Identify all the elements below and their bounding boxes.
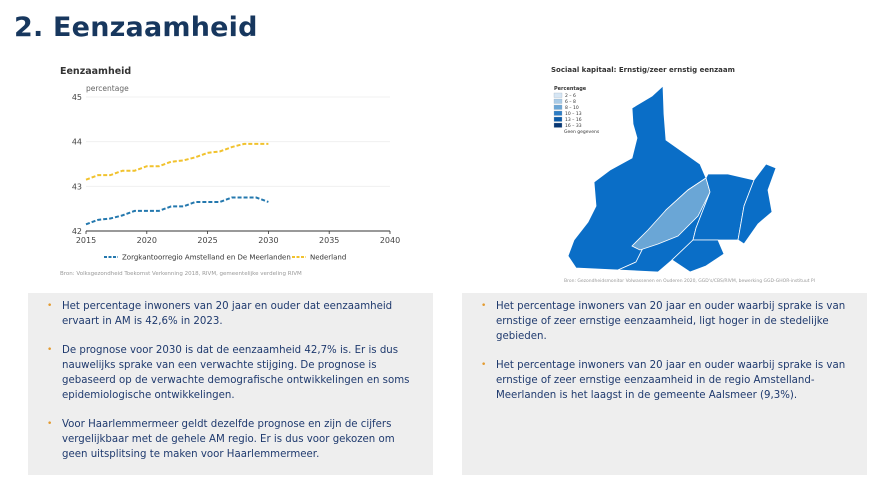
map-legend-swatch (554, 117, 562, 122)
right-bullet-item (481, 299, 849, 344)
y-tick-label: 43 (71, 182, 82, 192)
map-legend-swatch (554, 105, 562, 110)
map-legend-label: 13 – 16 (565, 118, 582, 123)
right-bullet-text: Het percentage inwoners van 20 jaar en ouder waarbij sprake is van ernstige of zeer ernstige eenzaamheid in de regio Amstelland-Meerlanden is het laagst in de gemeente Aalsmeer (9,3%). (496, 360, 846, 401)
page-title: 2. Eenzaamheid (14, 12, 258, 43)
line-chart (52, 60, 412, 285)
region-map-svg (548, 60, 815, 288)
x-tick-label: 2020 (136, 236, 157, 245)
map-legend (554, 93, 600, 135)
legend-label: Zorgkantoorregio Amstelland en De Meerlanden (122, 253, 291, 262)
left-bullet-text: Het percentage inwoners van 20 jaar en ouder dat eenzaamheid ervaart in AM is 42,6% in 2023. (62, 301, 393, 327)
right-bullet-item (481, 358, 849, 403)
y-tick-label: 44 (71, 137, 82, 147)
left-bullet-list (47, 299, 415, 462)
left-bullet-item (47, 417, 415, 462)
y-axis-unit-label: percentage (86, 84, 129, 93)
legend-label: Nederland (310, 253, 347, 262)
left-bullet-text: De prognose voor 2030 is dat de eenzaamheid 42,7% is. Er is dus nauwelijks sprake van een verwachte stijging. De prognose is gebaseerd op de verwachte demografische ontwikkelingen en soms epidemiologische ontwikkelingen. (62, 345, 410, 401)
map-legend-swatch (554, 111, 562, 116)
bullet-dot-icon: • (47, 301, 53, 311)
x-tick-label: 2035 (319, 236, 340, 245)
chart-series (86, 144, 268, 224)
map-legend-swatch (554, 123, 562, 128)
map-legend-label: Geen gegevens (564, 130, 600, 135)
right-bullet-text: Het percentage inwoners van 20 jaar en ouder waarbij sprake is van ernstige of zeer ernstige eenzaamheid, ligt hoger in de stedelijke gebieden. (496, 301, 846, 342)
y-tick-label: 42 (71, 227, 82, 236)
chart-legend (104, 254, 346, 262)
line-chart-source: Bron: Volksgezondheid Toekomst Verkenning 2018, RIVM, gemeentelijke verdeling RIVM (60, 271, 302, 277)
region-map (548, 60, 815, 288)
series-line-1 (86, 144, 268, 180)
line-chart-title: Eenzaamheid (60, 66, 132, 77)
right-bullet-list (481, 299, 849, 403)
left-text-box (28, 293, 433, 475)
map-legend-label: 8 – 10 (565, 106, 579, 111)
y-tick-label: 45 (71, 93, 82, 102)
x-tick-label: 2015 (75, 236, 97, 245)
chart-axis (72, 93, 400, 245)
x-tick-label: 2040 (379, 236, 401, 245)
bullet-dot-icon: • (47, 419, 53, 429)
left-bullet-item (47, 299, 415, 329)
series-line-0 (86, 198, 268, 225)
map-legend-label: 16 – 33 (565, 124, 582, 129)
x-tick-label: 2025 (197, 236, 218, 245)
x-tick-label: 2030 (258, 236, 279, 245)
bullet-dot-icon: • (481, 360, 487, 370)
map-legend-swatch (554, 93, 562, 98)
map-legend-label: 6 – 8 (565, 100, 576, 105)
bullet-dot-icon: • (47, 345, 53, 355)
map-legend-label: 10 – 13 (565, 112, 582, 117)
map-title: Sociaal kapitaal: Ernstig/zeer ernstig eenzaam (551, 66, 735, 74)
right-text-box (462, 293, 867, 475)
left-bullet-item (47, 343, 415, 403)
line-chart-svg (52, 60, 412, 285)
map-legend-title: Percentage (554, 86, 587, 92)
chart-gridlines (86, 97, 390, 186)
left-bullet-text: Voor Haarlemmermeer geldt dezelfde prognose en zijn de cijfers vergelijkbaar met de gehele AM regio. Er is dus voor gekozen om geen uitsplitsing te maken voor Haarlemmermeer. (62, 419, 395, 460)
map-source: Bron: Gezondheidsmonitor Volwassenen en Ouderen 2020, GGD's/CBS/RIVM, bewerking GGD-GHOR-instituut PI (564, 279, 815, 284)
map-legend-label: 2 – 6 (565, 94, 576, 99)
bullet-dot-icon: • (481, 301, 487, 311)
map-legend-swatch (554, 99, 562, 104)
